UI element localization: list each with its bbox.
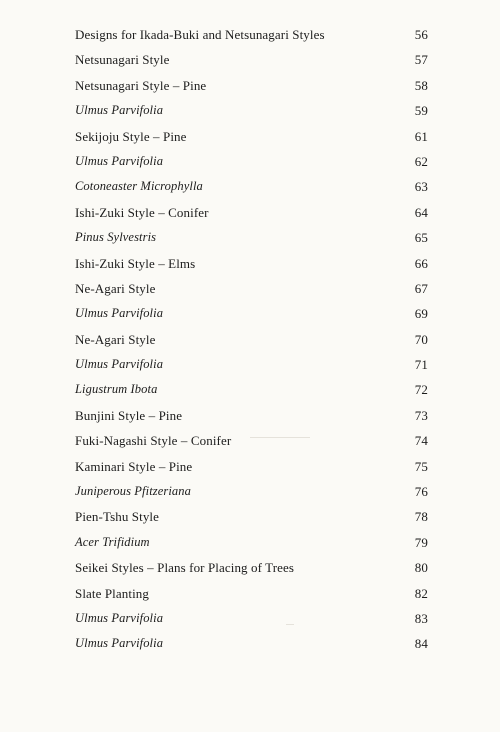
toc-entry-page-number: 58: [414, 77, 428, 93]
toc-entry-title: Juniperous Pfitzeriana: [75, 484, 191, 499]
toc-entry-page-number: 80: [414, 560, 428, 576]
toc-entry: [75, 255, 428, 280]
toc-entry-page-number: 72: [414, 382, 428, 398]
toc-entry-page-number: 75: [414, 458, 428, 474]
toc-entry-title: Netsunagari Style: [75, 52, 170, 68]
toc-entry: [75, 559, 428, 584]
toc-entry-title: Fuki-Nagashi Style – Conifer: [75, 433, 232, 449]
toc-entry-title: Designs for Ikada-Buki and Netsunagari Styles: [75, 27, 325, 42]
toc-entry-page-number: 69: [414, 306, 428, 322]
toc-entry-page-number: 71: [414, 357, 428, 373]
toc-entry-title: Ishi-Zuki Style – Elms: [75, 255, 196, 271]
toc-entry-page-number: 61: [414, 128, 428, 144]
toc-entry: [75, 635, 428, 660]
paper-speck: [286, 624, 294, 625]
toc-entry: [75, 610, 428, 635]
toc-entry-title: Ishi-Zuki Style – Conifer: [75, 204, 209, 220]
toc-entry-title: Ulmus Parvifolia: [75, 103, 164, 118]
toc-entry-page-number: 63: [414, 179, 428, 195]
toc-entry: [75, 407, 428, 432]
toc-entry-title: Ulmus Parvifolia: [75, 357, 164, 372]
toc-entry-title: Pinus Sylvestris: [75, 230, 157, 245]
toc-entry: [75, 534, 428, 559]
toc-entry-title: Netsunagari Style – Pine: [75, 77, 207, 93]
toc-entry-page-number: 76: [414, 484, 428, 500]
toc-entry-title: Cotoneaster Microphylla: [75, 179, 203, 194]
toc-entry-title: Ulmus Parvifolia: [75, 610, 164, 625]
toc-entry: [75, 381, 428, 406]
toc-entry-page-number: 79: [414, 534, 428, 550]
toc-entry-page-number: 57: [414, 52, 428, 68]
toc-entry: [75, 483, 428, 508]
toc-entry-title: Ligustrum Ibota: [75, 382, 158, 397]
toc-entry-title: Ne-Agari Style: [75, 280, 156, 296]
toc-entry: [75, 508, 428, 533]
toc-entry-title: Pien-Tshu Style: [75, 509, 160, 525]
toc-entry: [75, 51, 428, 76]
toc-entry-title: Seikei Styles – Plans for Placing of Trees: [75, 560, 295, 576]
toc-entry-title: Kaminari Style – Pine: [75, 458, 193, 474]
toc-entry: [75, 305, 428, 330]
paper-speck: [250, 437, 310, 438]
toc-entry-page-number: 83: [414, 610, 428, 626]
toc-entry: [75, 229, 428, 254]
toc-entry-page-number: 78: [414, 509, 428, 525]
toc-entry-page-number: 70: [414, 331, 428, 347]
toc-entry: [75, 204, 428, 229]
toc-entry: [75, 178, 428, 203]
toc-entry: [75, 26, 428, 51]
table-of-contents: [75, 26, 428, 661]
toc-entry-page-number: 73: [414, 407, 428, 423]
toc-entry: [75, 77, 428, 102]
toc-entry: [75, 356, 428, 381]
toc-entry-title: Acer Trifidium: [75, 534, 150, 549]
toc-entry-title: Bunjini Style – Pine: [75, 407, 183, 423]
toc-entry-page-number: 59: [414, 103, 428, 119]
toc-entry-page-number: 74: [414, 433, 428, 449]
toc-entry-title: Ulmus Parvifolia: [75, 306, 164, 321]
toc-entry: [75, 331, 428, 356]
toc-entry-page-number: 65: [414, 230, 428, 246]
toc-entry: [75, 585, 428, 610]
toc-entry-page-number: 66: [414, 255, 428, 271]
toc-entry: [75, 458, 428, 483]
toc-entry-title: Sekijoju Style – Pine: [75, 128, 187, 144]
toc-entry-page-number: 56: [414, 27, 428, 42]
toc-entry: [75, 153, 428, 178]
toc-entry: [75, 102, 428, 127]
toc-entry: [75, 280, 428, 305]
toc-entry-title: Slate Planting: [75, 585, 149, 601]
toc-entry-title: Ulmus Parvifolia: [75, 636, 164, 651]
toc-entry-page-number: 62: [414, 153, 428, 169]
toc-entry-page-number: 67: [414, 280, 428, 296]
toc-entry-title: Ulmus Parvifolia: [75, 153, 164, 168]
toc-entry-page-number: 82: [414, 585, 428, 601]
toc-entry-page-number: 84: [414, 636, 428, 652]
toc-entry-page-number: 64: [414, 204, 428, 220]
toc-entry: [75, 128, 428, 153]
toc-entry-title: Ne-Agari Style: [75, 331, 156, 347]
